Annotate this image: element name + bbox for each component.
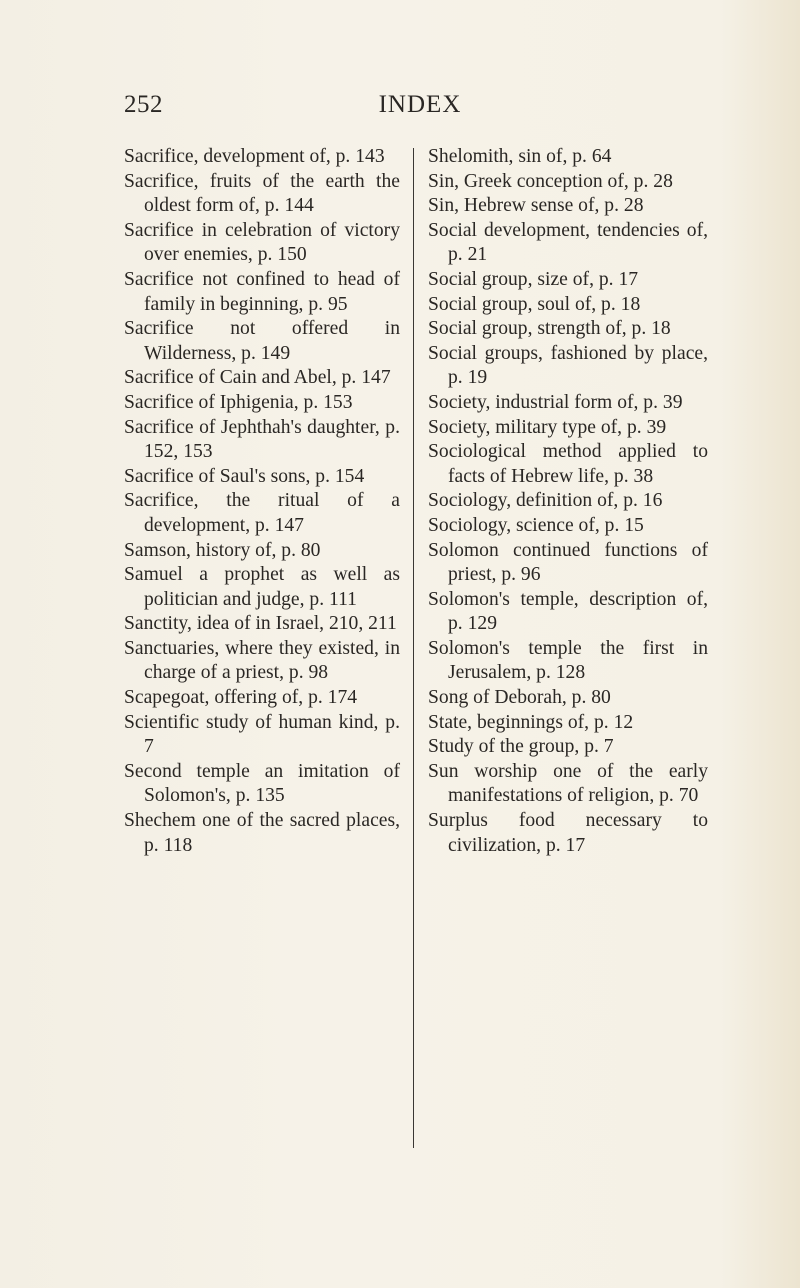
index-entry: Sin, Hebrew sense of, p. 28: [428, 195, 644, 217]
running-head-title: INDEX: [378, 91, 462, 118]
index-entry: Samson, history of, p. 80: [124, 539, 321, 561]
index-entry: Sacrifice not offered in Wilderness, p. 149: [124, 318, 400, 364]
index-entry: Solomon's temple, description of, p. 129: [428, 588, 708, 635]
index-entry: Sacrifice not confined to head of family in beginning, p. 95: [124, 268, 400, 315]
column-divider: [413, 148, 414, 1148]
index-entry: Study of the group, p. 7: [428, 736, 614, 758]
index-entry: Solomon continued functions of priest, p. 96: [428, 539, 708, 586]
index-entry: Sacrifice in celebration of victory over enemies, p. 150: [124, 219, 400, 266]
index-entry: Sacrifice, development of, p. 143: [124, 146, 385, 167]
index-entry: Samuel a prophet as well as politician and judge, p. 111: [124, 564, 400, 610]
index-entry: Solomon's temple the first in Jerusalem, p. 128: [428, 637, 708, 684]
index-entry: Sin, Greek conception of, p. 28: [428, 170, 673, 192]
index-entry: Sanctuaries, where they existed, in charge of a priest, p. 98: [124, 637, 400, 684]
index-entry: Sacrifice of Iphigenia, p. 153: [124, 391, 353, 413]
index-entry: Sacrifice of Cain and Abel, p. 147: [124, 367, 391, 389]
index-entry: Surplus food necessary to civilization, p. 17: [428, 810, 708, 856]
index-entry: Social group, soul of, p. 18: [428, 293, 641, 315]
index-entry: Society, industrial form of, p. 39: [428, 391, 683, 413]
index-entry: Scapegoat, offering of, p. 174: [124, 687, 358, 709]
index-column-left: [124, 145, 400, 858]
page-number: 252: [124, 91, 163, 118]
index-entry: Shelomith, sin of, p. 64: [428, 146, 612, 167]
index-entry: Society, military type of, p. 39: [428, 416, 667, 438]
index-entry: Scientific study of human kind, p. 7: [124, 711, 400, 758]
index-entry: Social group, size of, p. 17: [428, 268, 639, 290]
index-entry: Social group, strength of, p. 18: [428, 318, 671, 340]
index-entry: Social development, tendencies of, p. 21: [428, 219, 708, 266]
index-entry: Second temple an imitation of Solomon's, p. 135: [124, 760, 400, 807]
index-entry: Sociology, science of, p. 15: [428, 514, 644, 536]
index-entry: Sacrifice, the ritual of a development, p. 147: [124, 490, 400, 536]
index-entry: Sanctity, idea of in Israel, 210, 211: [124, 613, 397, 635]
index-entry: Sociological method applied to facts of Hebrew life, p. 38: [428, 441, 708, 487]
index-entry: Sun worship one of the early manifestations of religion, p. 70: [428, 760, 708, 807]
index-entry: Shechem one of the sacred places, p. 118: [124, 810, 400, 856]
index-entry: Sociology, definition of, p. 16: [428, 490, 663, 512]
index-entry: Sacrifice, fruits of the earth the oldest form of, p. 144: [124, 170, 400, 217]
index-entry: Social groups, fashioned by place, p. 19: [428, 342, 708, 389]
index-entry: Sacrifice of Jephthah's daughter, p. 152, 153: [124, 416, 400, 463]
index-entry: State, beginnings of, p. 12: [428, 711, 634, 733]
index-entry: Sacrifice of Saul's sons, p. 154: [124, 465, 365, 487]
index-entry: Song of Deborah, p. 80: [428, 687, 611, 709]
index-column-right: [428, 145, 708, 858]
